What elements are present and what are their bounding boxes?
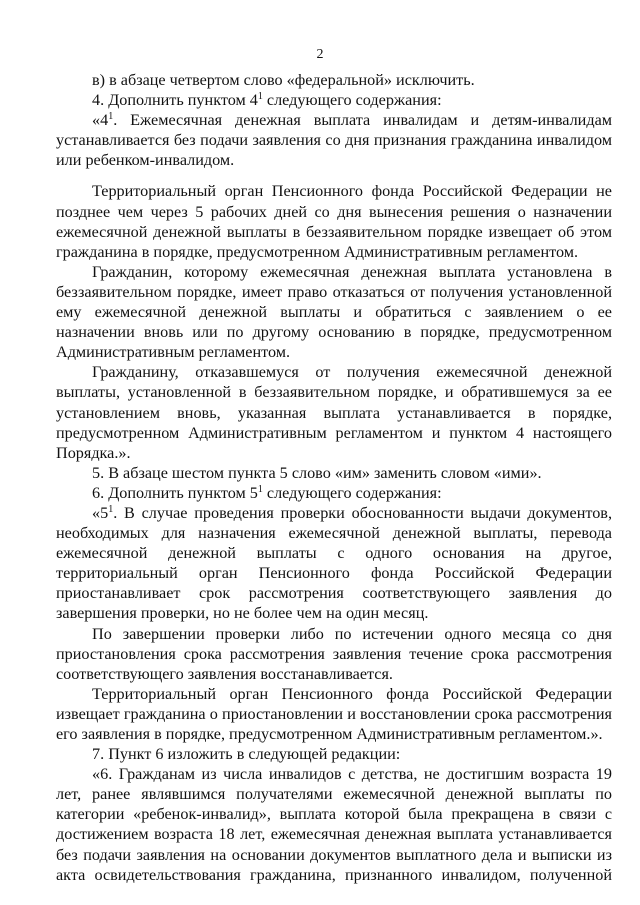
paragraph-8-superscript: 1 xyxy=(257,483,263,495)
paragraph-5: Гражданин, которому ежемесячная денежная выплата установлена в беззаявительном порядке, имеет право отказаться от получения установленной ему ежемесячной денежной выплаты и обратиться с заявлением о ее назначении вновь или по другому основанию в порядке, предусмотренном Административным регламентом. xyxy=(56,262,612,362)
paragraph-6: Гражданину, отказавшемуся от получения ежемесячной денежной выплаты, установленной в беззаявительном порядке, и обратившемуся за ее установлением вновь, указанная выплата устанавливается в порядке, предусмотренном Административным регламентом и пунктом 4 настоящего Порядка.». xyxy=(56,363,612,462)
paragraph-3 xyxy=(56,110,612,170)
paragraph-9-text-a: «5 xyxy=(92,503,109,522)
page-number: 2 xyxy=(316,47,324,62)
paragraph-8 xyxy=(56,483,612,503)
paragraph-3-text-a: «4 xyxy=(92,111,109,130)
paragraph-12: 7. Пункт 6 изложить в следующей редакции: xyxy=(92,745,401,764)
paragraph-2-superscript: 1 xyxy=(257,91,263,103)
paragraph-4: Территориальный орган Пенсионного фонда Российской Федерации не позднее чем через 5 рабочих дней со дня вынесения решения о назначении ежемесячной денежной выплаты в беззаявительном порядке извещает об этом гражданина в порядке, предусмотренном Административным регламентом. xyxy=(56,182,612,261)
paragraph-2-text-a: 4. Дополнить пунктом 4 xyxy=(92,91,258,110)
paragraph-8-text-a: 6. Дополнить пунктом 5 xyxy=(92,483,258,502)
paragraph-13: «6. Гражданам из числа инвалидов с детства, не достигшим возраста 19 лет, ранее являвшимся получателями ежемесячной денежной выплаты по категории «ребенок-инвалид», выплата которой была прекращена в связи с достижением возраста 18 лет, ежемесячная денежная выплата устанавливается без подачи заявления на основании документов выплатного дела и выписки из акта освидетельствования гражданина, признанного инвалидом, полученной xyxy=(56,765,612,884)
paragraph-8-text-b: следующего содержания: xyxy=(262,483,442,502)
paragraph-3-text-b: . Ежемесячная денежная выплата инвалидам и детям-инвалидам устанавливается без подачи заявления со дня признания гражданина инвалидом или ребенком-инвалидом. xyxy=(56,111,612,170)
paragraph-9-superscript: 1 xyxy=(108,503,114,515)
paragraph-9 xyxy=(56,503,612,624)
paragraph-2-text-b: следующего содержания: xyxy=(262,91,442,110)
paragraph-1: в) в абзаце четвертом слово «федеральной» исключить. xyxy=(92,71,475,89)
document-body xyxy=(56,70,612,885)
paragraph-10: По завершении проверки либо по истечении одного месяца со дня приостановления срока рассмотрения заявления течение срока рассмотрения соответствующего заявления восстанавливается. xyxy=(56,624,612,683)
paragraph-2 xyxy=(56,90,612,110)
paragraph-9-text-b: . В случае проведения проверки обоснованности выдачи документов, необходимых для назначения ежемесячной денежной выплаты, перевода ежемесячной денежной выплаты с одного основания на другое, территориальный орган Пенсионного фонда Российской Федерации приостанавливает срок рассмотрения соответствующего заявления до завершения проверки, но не более чем на один месяц. xyxy=(56,503,612,623)
paragraph-3-superscript: 1 xyxy=(108,111,114,123)
paragraph-11: Территориальный орган Пенсионного фонда Российской Федерации извещает гражданина о приостановлении и восстановлении срока рассмотрения его заявления в порядке, предусмотренном Административным регламентом.». xyxy=(56,684,612,743)
paragraph-7: 5. В абзаце шестом пункта 5 слово «им» заменить словом «ими». xyxy=(92,463,542,482)
